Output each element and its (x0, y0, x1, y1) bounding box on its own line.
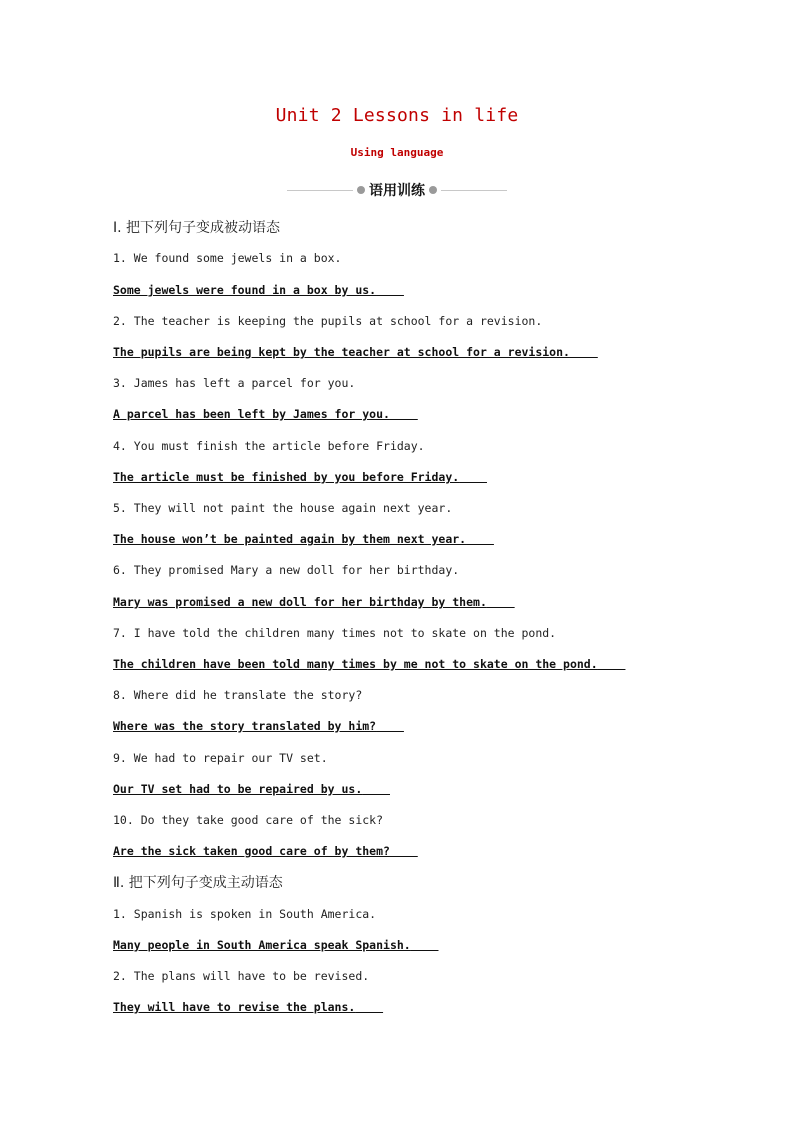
answer-text: Mary was promised a new doll for her birthday by them. (113, 595, 487, 609)
answer-text: The pupils are being kept by the teacher at school for a revision. (113, 345, 570, 359)
question-1-10: 10. Do they take good care of the sick? (113, 813, 384, 827)
answer-text: A parcel has been left by James for you. (113, 407, 390, 421)
answer-1-7 (113, 657, 625, 671)
answer-text: Where was the story translated by him? (113, 719, 377, 733)
answer-1-8 (113, 719, 404, 733)
question-1-2: 2. The teacher is keeping the pupils at school for a revision. (113, 314, 543, 328)
section-banner (0, 180, 794, 200)
question-1-9: 9. We had to repair our TV set. (113, 751, 328, 765)
question-2-2: 2. The plans will have to be revised. (113, 969, 370, 983)
answer-2-2 (113, 1000, 383, 1014)
answer-text: Some jewels were found in a box by us. (113, 283, 377, 297)
banner-left-line (287, 190, 353, 191)
answer-1-5 (113, 532, 494, 546)
question-1-3: 3. James has left a parcel for you. (113, 376, 356, 390)
question-1-1: 1. We found some jewels in a box. (113, 251, 342, 265)
banner-right-dot (429, 186, 437, 194)
answer-1-10 (113, 844, 418, 858)
banner-label: 语用训练 (369, 183, 425, 199)
answer-2-1 (113, 938, 438, 952)
answer-1-2 (113, 345, 598, 359)
answer-1-4 (113, 470, 487, 484)
banner-right-line (441, 190, 507, 191)
answer-text: The house won’t be painted again by them next year. (113, 532, 467, 546)
answer-1-6 (113, 595, 515, 609)
page-subtitle: Using language (350, 146, 444, 159)
question-2-1: 1. Spanish is spoken in South America. (113, 907, 377, 921)
answer-text: Our TV set had to be repaired by us. (113, 782, 363, 796)
section-1-heading: Ⅰ. 把下列句子变成被动语态 (113, 220, 281, 236)
page-title: Unit 2 Lessons in life (275, 105, 519, 126)
banner-left-dot (357, 186, 365, 194)
answer-1-1 (113, 283, 404, 297)
section-2-heading: Ⅱ. 把下列句子变成主动语态 (113, 875, 283, 891)
question-1-5: 5. They will not paint the house again next year. (113, 501, 453, 515)
answer-text: The article must be finished by you before Friday. (113, 470, 460, 484)
answer-text: Are the sick taken good care of by them? (113, 844, 390, 858)
question-1-6: 6. They promised Mary a new doll for her birthday. (113, 563, 460, 577)
answer-1-9 (113, 782, 390, 796)
answer-text: Many people in South America speak Spanish. (113, 938, 411, 952)
question-1-7: 7. I have told the children many times not to skate on the pond. (113, 626, 557, 640)
answer-text: The children have been told many times by me not to skate on the pond. (113, 657, 598, 671)
question-1-8: 8. Where did he translate the story? (113, 688, 363, 702)
answer-text: They will have to revise the plans. (113, 1000, 356, 1014)
question-1-4: 4. You must finish the article before Friday. (113, 439, 425, 453)
answer-1-3 (113, 407, 418, 421)
